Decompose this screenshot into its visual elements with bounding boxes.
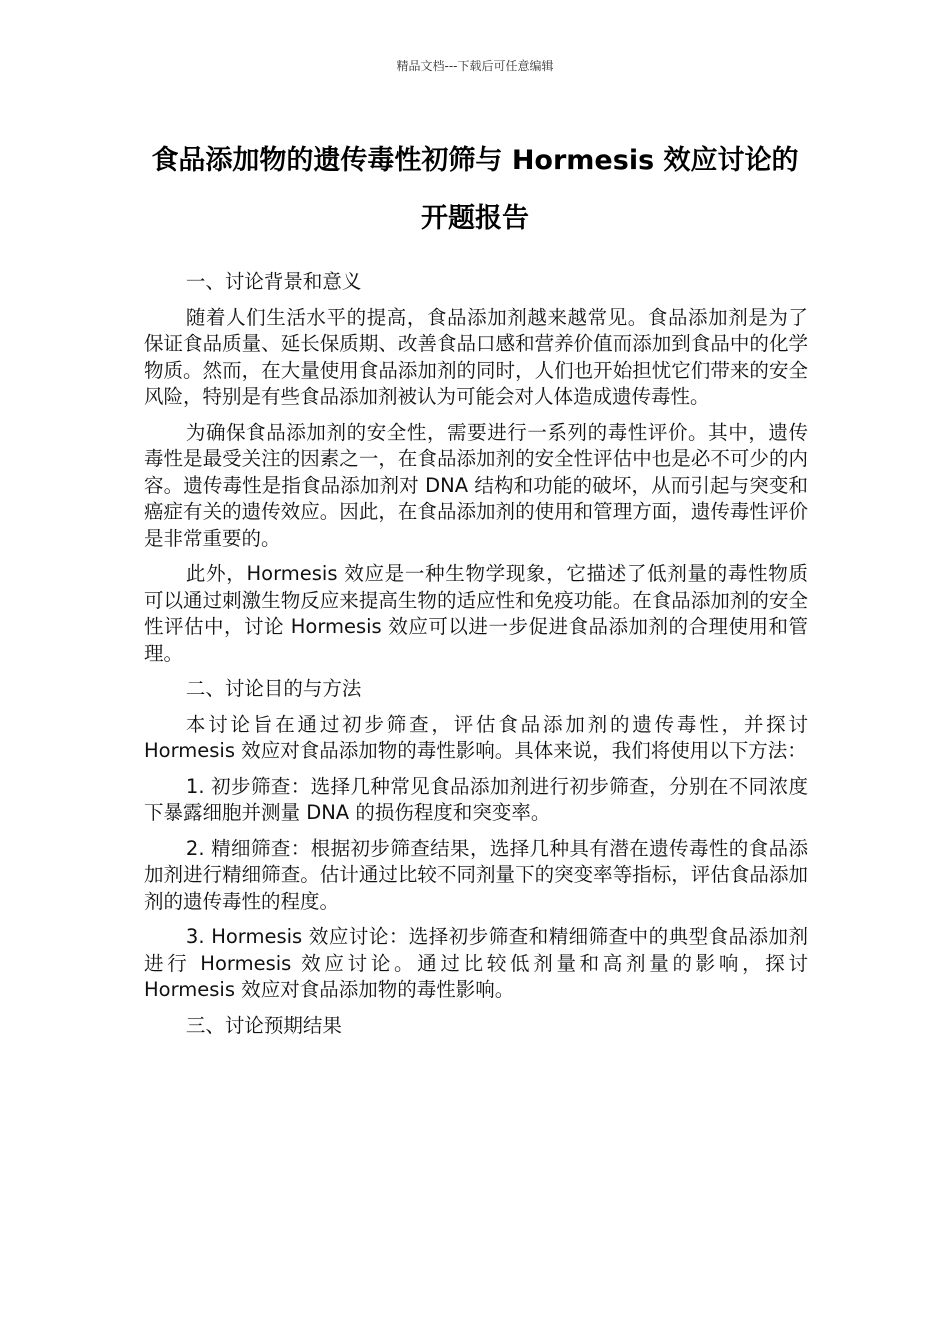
section-1-paragraph-1: 随着人们生活水平的提高，食品添加剂越来越常见。食品添加剂是为了保证食品质量、延长保质期、改善食品口感和营养价值而添加到食品中的化学物质。然而，在大量使用食品添加剂的同时，人们也开始担忧它们带来的安全风险，特别是有些食品添加剂被认为可能会对人体造成遗传毒性。: [144, 305, 808, 408]
section-2-paragraph-1: 本讨论旨在通过初步筛查，评估食品添加剂的遗传毒性，并探讨 Hormesis 效应对食品添加物的毒性影响。具体来说，我们将使用以下方法：: [144, 712, 808, 762]
section-3-heading: 三、讨论预期结果: [185, 1013, 342, 1037]
document-title: [120, 132, 830, 248]
section-2-list-item-1: 1. 初步筛查：选择几种常见食品添加剂进行初步筛查，分别在不同浓度下暴露细胞并测量 DNA 的损伤程度和突变率。: [144, 774, 808, 824]
section-1-heading: 一、讨论背景和意义: [185, 270, 362, 293]
section-2-heading: 二、讨论目的与方法: [185, 677, 362, 700]
section-1-paragraph-3: 此外，Hormesis 效应是一种生物学现象，它描述了低剂量的毒性物质可以通过刺激生物反应来提高生物的适应性和免疫功能。在食品添加剂的安全性评估中，讨论 Hormesis 效应可以进一步促进食品添加剂的合理使用和管理。: [144, 562, 808, 665]
section-2-list-item-3: 3. Hormesis 效应讨论：选择初步筛查和精细筛查中的典型食品添加剂进行 Hormesis 效应讨论。通过比较低剂量和高剂量的影响，探讨 Hormesis 效应对食品添加物的毒性影响。: [144, 925, 808, 1001]
section-2-list-item-2: 2. 精细筛查：根据初步筛查结果，选择几种具有潜在遗传毒性的食品添加剂进行精细筛查。估计通过比较不同剂量下的突变率等指标，评估食品添加剂的遗传毒性的程度。: [144, 836, 808, 913]
document-body: [144, 269, 808, 1048]
header-note: 精品文档---下载后可任意编辑: [396, 59, 554, 73]
title-line-1: 食品添加物的遗传毒性初筛与 Hormesis 效应讨论的: [151, 145, 799, 176]
title-line-2: 开题报告: [421, 203, 529, 234]
section-1-paragraph-2: 为确保食品添加剂的安全性，需要进行一系列的毒性评价。其中，遗传毒性是最受关注的因素之一，在食品添加剂的安全性评估中也是必不可少的内容。遗传毒性是指食品添加剂对 DNA 结构和功能的破坏，从而引起与突变和癌症有关的遗传效应。因此，在食品添加剂的使用和管理方面，遗传毒性评价是非常重要的。: [144, 420, 808, 550]
